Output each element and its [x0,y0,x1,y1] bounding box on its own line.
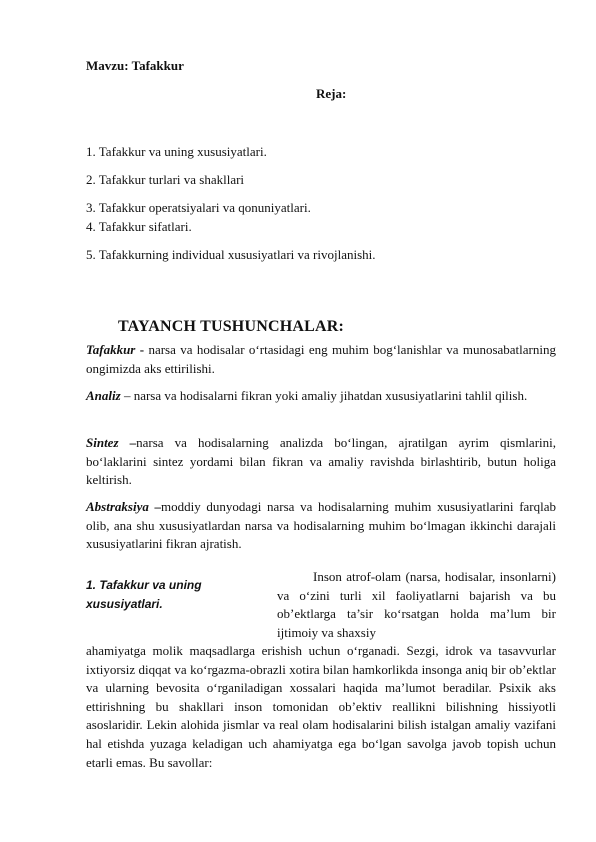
definition-term: Sintez [86,435,119,450]
plan-item: 3. Tafakkur operatsiyalari va qonuniyatlari. [86,200,311,215]
definition-text: moddiy dunyodagi narsa va hodisalarning muhim xususiyatlarini farqlab olib, ana shu xususiyatlardan narsa va hodisalarning muhim bo‘lmagan ikkinchi darajali xususiyatlarini fikran ajratish. [86,499,557,551]
definition-text: narsa va hodisalarni fikran yoki amaliy jihatdan xususiyatlarini tahlil qilish. [133,388,528,403]
definition-sintez [86,434,556,490]
definition-separator: – [120,388,134,403]
definition-term: Abstraksiya [86,499,149,514]
plan-item: 2. Tafakkur turlari va shakllari [86,172,245,187]
plan-item: 5. Tafakkurning individual xususiyatlari va rivojlanishi. [86,247,376,262]
definition-abstraksiya [86,498,556,554]
definition-separator: - [135,342,149,357]
definition-separator: – [118,435,137,450]
definition-tafakkur [86,341,556,378]
definition-analiz [86,387,556,406]
concepts-heading: TAYANCH TUSHUNCHALAR: [118,318,345,335]
definition-separator: – [148,499,162,514]
section-intro-text: Inson atrof-olam (narsa, hodisalar, insonlarni) va o‘zini turli xil faoliyatlarni bajarish va bu ob’ektlarga ta’sir ko‘rsatgan holda ma’lum bir ijtimoiy va shaxsiy [277,569,556,640]
topic-title: Mavzu: Tafakkur [86,58,184,73]
section-title: 1. Tafakkur va uning xususiyatlari. [86,578,202,611]
plan-item: 4. Tafakkur sifatlari. [86,219,192,234]
definition-term: Analiz [86,388,121,403]
section-body-text: ahamiyatga molik maqsadlarga erishish uchun o‘rganadi. Sezgi, idrok va tasavvurlar ixtiyorsiz diqqat va ko‘rgazma-obrazli xotira bilan hamkorlikda insonga aniq bir ob’ektlar va ularning bevosita o‘rganiladigan xossalari haqida ma’lumot beradilar. Psixik aks ettirishning bu shakllari inson tomonidan ob’ektiv reallikni bilishning hissiyotli asoslaridir. Lekin alohida jismlar va real olam hodisalarini bilish istalgan amaliy vazifani hal etishda yuzaga keladigan uch ahamiyatga ega bo‘lgan savolga javob topish uchun etarli emas. Bu savollar: [86,643,556,770]
plan-item: 1. Tafakkur va uning xususiyatlari. [86,144,267,159]
plan-title: Reja: [316,86,347,101]
definition-text: narsa va hodisalar o‘rtasidagi eng muhim bog‘lanishlar va munosabatlarning ongimizda aks ettirilishi. [86,342,556,376]
definition-term: Tafakkur [86,342,136,357]
definition-text: narsa va hodisalarning analizda bo‘lingan, ajratilgan ayrim qismlarini, bo‘laklarini sintez yordami bilan fikran va amaliy ravishda birlashtirib, butun holiga keltirish. [86,435,557,487]
